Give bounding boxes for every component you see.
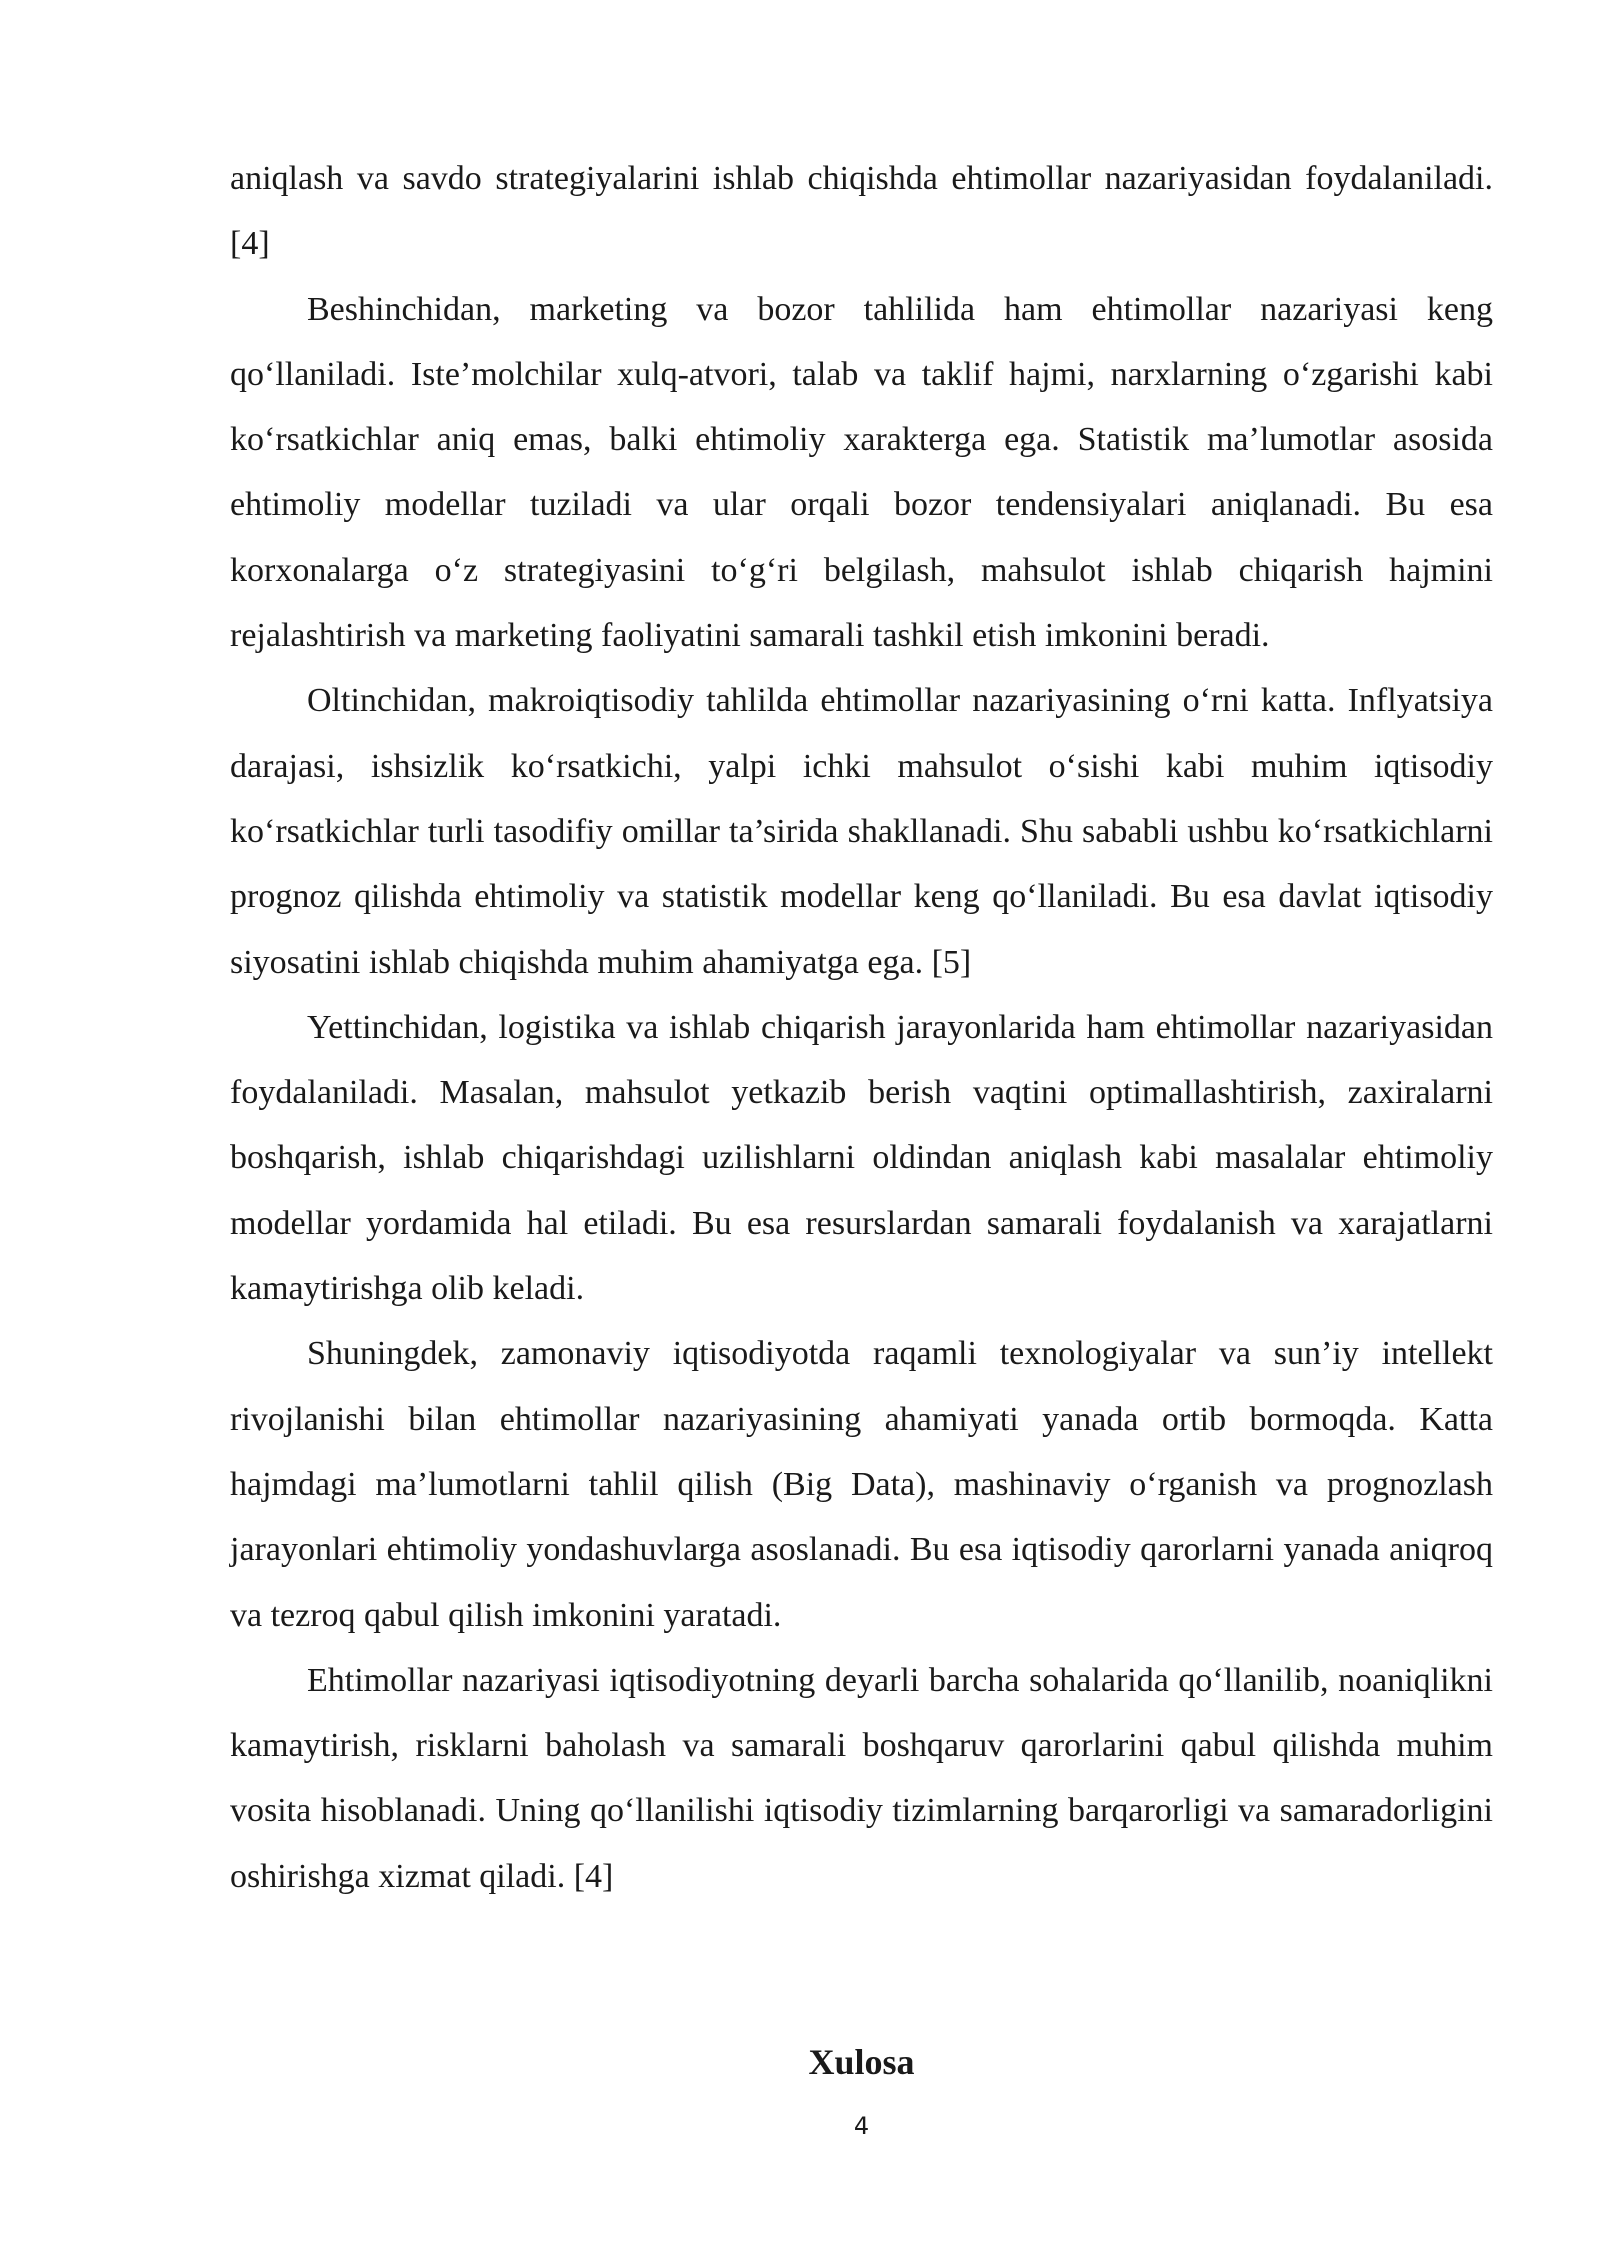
paragraph-logistics: Yettinchidan, logistika va ishlab chiqarish jarayonlarida ham ehtimollar nazariyasidan foydalaniladi. Masalan, mahsulot yetkazib berish vaqtini optimallashtirish, zaxiralarni boshqarish, ishlab chiqarishdagi uzilishlarni oldindan aniqlash kabi masalalar ehtimoliy modellar yordamida hal etiladi. Bu esa resurslardan samarali foydalanish va xarajatlarni kamaytirishga olib keladi. — [230, 1008, 1493, 1308]
paragraph-macroeconomics: Oltinchidan, makroiqtisodiy tahlilda ehtimollar nazariyasining o‘rni katta. Inflyatsiya darajasi, ishsizlik ko‘rsatkichi, yalpi ichki mahsulot o‘sishi kabi muhim iqtisodiy ko‘rsatkichlar turli tasodifiy omillar ta’sirida shakllanadi. Shu sababli ushbu ko‘rsatkichlarni prognoz qilishda ehtimoliy va statistik modellar keng qo‘llaniladi. Bu esa davlat iqtisodiy siyosatini ishlab chiqishda muhim ahamiyatga ega. [5] — [230, 682, 1493, 981]
paragraph-summary: Ehtimollar nazariyasi iqtisodiyotning deyarli barcha sohalarida qo‘llanilib, noaniqlikni kamaytirish, risklarni baholash va samarali boshqaruv qarorlarini qabul qilishda muhim vosita hisoblanadi. Uning qo‘llanilishi iqtisodiy tizimlarning barqarorligi va samaradorligini oshirishga xizmat qiladi. [4] — [230, 1661, 1493, 1895]
paragraph-digital-economy: Shuningdek, zamonaviy iqtisodiyotda raqamli texnologiyalar va sun’iy intellekt rivojlanishi bilan ehtimollar nazariyasining ahamiyati yanada ortib bormoqda. Katta hajmdagi ma’lumotlarni tahlil qilish (Big Data), mashinaviy o‘rganish va prognozlash jarayonlari ehtimoliy yondashuvlarga asoslanadi. Bu esa iqtisodiy qarorlarni yanada aniqroq va tezroq qabul qilish imkonini yaratadi. — [230, 1335, 1493, 1634]
body-text — [230, 146, 1493, 1909]
paragraph-marketing: Beshinchidan, marketing va bozor tahlilida ham ehtimollar nazariyasi keng qo‘llaniladi. Iste’molchilar xulq-atvori, talab va taklif hajmi, narxlarning o‘zgarishi kabi ko‘rsatkichlar aniq emas, balki ehtimoliy xarakterga ega. Statistik ma’lumotlar asosida ehtimoliy modellar tuziladi va ular orqali bozor tendensiyalari aniqlanadi. Bu esa korxonalarga o‘z strategiyasini to‘g‘ri belgilash, mahsulot ishlab chiqarish hajmini rejalashtirish va marketing faoliyatini samarali tashkil etish imkonini beradi. — [230, 290, 1493, 655]
section-heading: Xulosa — [808, 2042, 915, 2082]
page-number: 4 — [853, 2112, 870, 2140]
paragraph-continuation: aniqlash va savdo strategiyalarini ishlab chiqishda ehtimollar nazariyasidan foydalaniladi. [4] — [230, 160, 1493, 263]
